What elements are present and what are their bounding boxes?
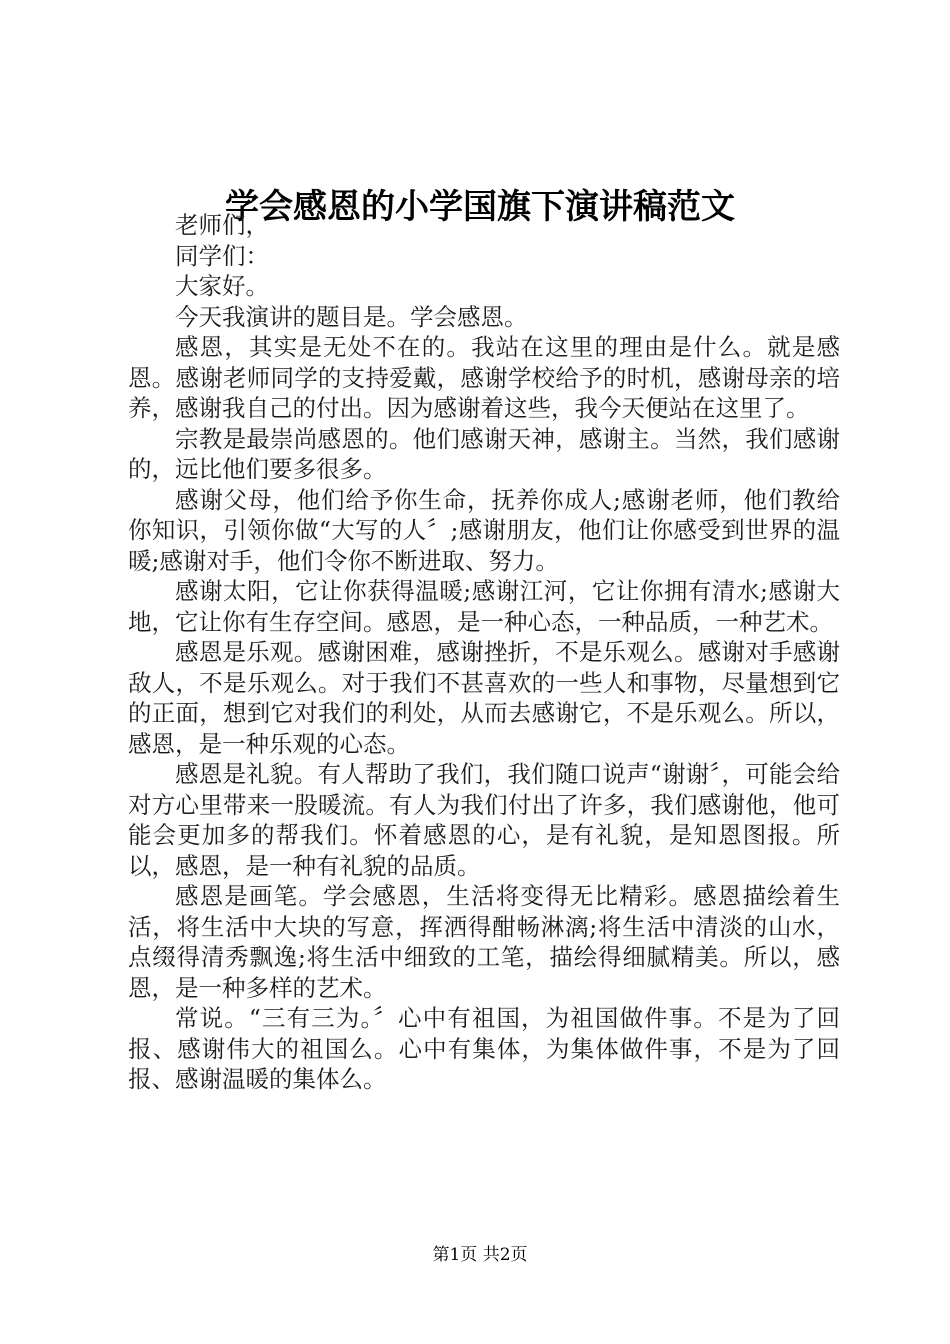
paragraph: 同学们： — [175, 241, 269, 270]
paragraph: 感谢太阳，它让你获得温暖;感谢江河，它让你拥有清水;感谢大地，它让你有生存空间。感恩，是一种心态，一种品质，一种艺术。 — [128, 577, 840, 636]
document-body — [128, 210, 840, 1095]
page-footer: 第1页 共2页 — [432, 1245, 528, 1265]
paragraph: 老师们， — [175, 211, 269, 239]
paragraph: 今天我演讲的题目是。学会感恩。 — [175, 302, 528, 331]
paragraph: 感谢父母，他们给予你生命，抚养你成人;感谢老师，他们教给你知识，引领你做“大写的人〞;感谢朋友，他们让你感受到世界的温暖;感谢对手，他们令你不断进取、努力。 — [128, 485, 840, 575]
paragraph: 感恩，其实是无处不在的。我站在这里的理由是什么。就是感恩。感谢老师同学的支持爱戴，感谢学校给予的时机，感谢母亲的培养，感谢我自己的付出。因为感谢着这些，我今天便站在这里了。 — [128, 333, 840, 422]
paragraph: 宗教是最崇尚感恩的。他们感谢天神，感谢主。当然，我们感谢的，远比他们要多很多。 — [128, 424, 840, 483]
paragraph: 感恩是画笔。学会感恩，生活将变得无比精彩。感恩描绘着生活，将生活中大块的写意，挥洒得酣畅淋漓;将生活中清淡的山水，点缀得清秀飘逸;将生活中细致的工笔，描绘得细腻精美。所以，感恩，是一种多样的艺术。 — [128, 882, 840, 1002]
paragraph: 感恩是乐观。感谢困难，感谢挫折，不是乐观么。感谢对手感谢敌人，不是乐观么。对于我们不甚喜欢的一些人和事物，尽量想到它的正面，想到它对我们的利处，从而去感谢它，不是乐观么。所以，感恩，是一种乐观的心态。 — [128, 638, 840, 758]
document-title: 学会感恩的小学国旗下演讲稿范文 — [225, 187, 735, 227]
paragraph: 大家好。 — [175, 272, 269, 300]
paragraph: 感恩是礼貌。有人帮助了我们，我们随口说声“谢谢〞，可能会给对方心里带来一股暖流。有人为我们付出了许多，我们感谢他，他可能会更加多的帮我们。怀着感恩的心，是有礼貌，是知恩图报。所以，感恩，是一种有礼貌的品质。 — [128, 760, 840, 880]
paragraph: 常说。“三有三为。〞心中有祖国，为祖国做件事。不是为了回报、感谢伟大的祖国么。心中有集体，为集体做件事，不是为了回报、感谢温暖的集体么。 — [128, 1004, 840, 1093]
